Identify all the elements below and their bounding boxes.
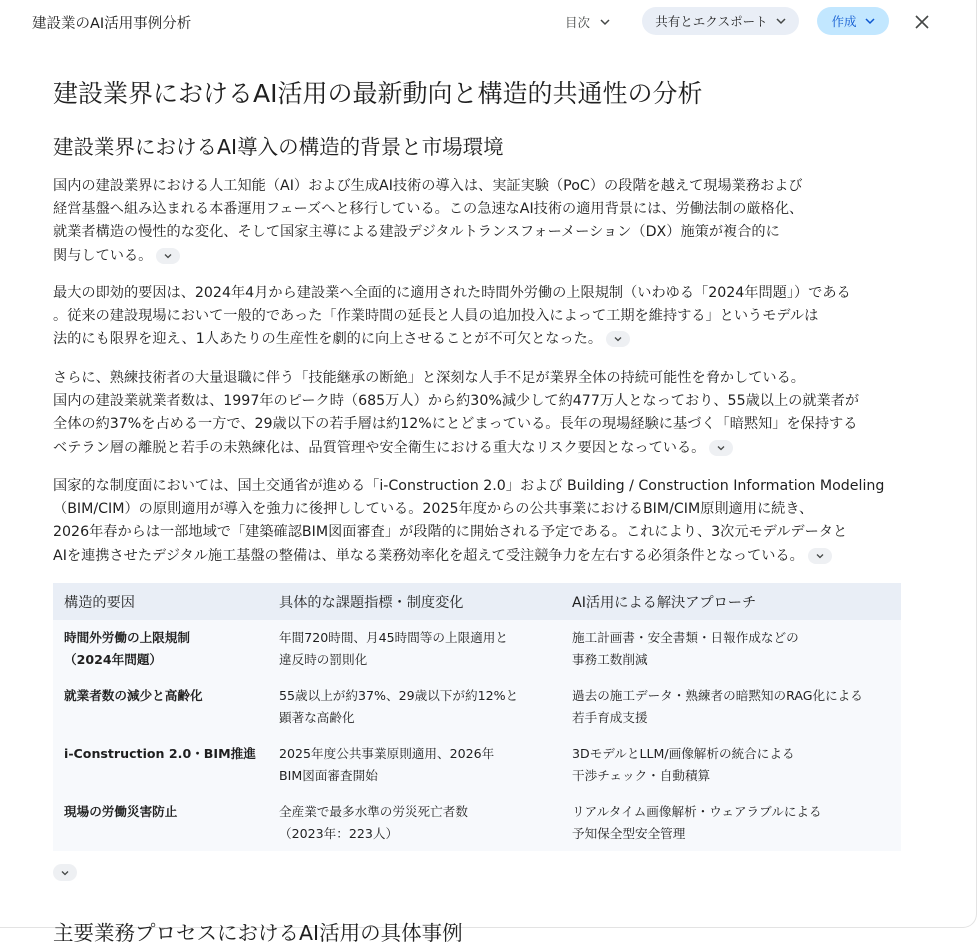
expand-source-button[interactable] — [156, 248, 180, 264]
table-cell: 施工計画書・安全書類・日報作成などの 事務工数削減 — [572, 630, 799, 667]
table-row — [53, 794, 901, 852]
create-button[interactable] — [817, 7, 889, 35]
table-cell: 55歳以上が約37%、29歳以下が約12%と 顕著な高齢化 — [279, 688, 519, 725]
paragraph-line: 経営基盤へ組み込まれる本番運用フェーズへと移行している。この急速なAI技術の適用背景には、労働法制の厳格化、 — [53, 201, 804, 218]
table-header-cell: 具体的な課題指標・制度変化 — [279, 594, 464, 611]
paragraph-line: 最大の即効的要因は、2024年4月から建設業へ全面的に適用された時間外労働の上限規制（いわゆる「2024年問題」）である — [53, 285, 851, 301]
table-cell: 過去の施工データ・熟練者の暗黙知のRAG化による 若手育成支援 — [572, 688, 863, 725]
table-cell: 2025年度公共事業原則適用、2026年 BIM図面審査開始 — [279, 746, 495, 783]
paragraph — [53, 367, 913, 460]
paragraph-line: 2026年春からは一部地域で「建築確認BIM図面審査」が段階的に開始される予定である。これにより、3次元モデルデータと — [53, 524, 848, 541]
chevron-down-icon — [613, 336, 623, 342]
chevron-down-icon — [163, 253, 173, 259]
paragraph-line: 。従来の建設現場において一般的であった「作業時間の延長と人員の追加投入によって工期を維持する」というモデルは — [53, 308, 819, 325]
toc-label: 目次 — [565, 15, 591, 30]
page-title: 建設業界におけるAI活用の最新動向と構造的共通性の分析 — [53, 79, 703, 108]
table-cell: 現場の労働災害防止 — [64, 804, 178, 819]
document-title: 建設業のAI活用事例分析 — [32, 16, 192, 32]
share-export-button[interactable] — [642, 7, 799, 35]
table-cell: 就業者数の減少と高齢化 — [64, 688, 203, 703]
table-row — [53, 620, 901, 678]
toc-button[interactable] — [565, 12, 610, 32]
table-row — [53, 678, 901, 736]
paragraph-line: 就業者構造の慢性的な変化、そして国家主導による建設デジタルトランスフォーメーション（DX）施策が複合的に — [53, 224, 780, 241]
paragraph — [53, 282, 913, 352]
table-cell: 全産業で最多水準の労災死亡者数 （2023年：223人） — [279, 804, 468, 841]
table-cell: 年間720時間、月45時間等の上限適用と 違反時の罰則化 — [279, 630, 508, 667]
expand-source-button[interactable] — [808, 548, 832, 564]
table-cell: 3DモデルとLLM/画像解析の統合による 干渉チェック・自動積算 — [572, 746, 795, 783]
chevron-down-icon — [60, 870, 70, 876]
table-cell: i-Construction 2.0・BIM推進 — [64, 746, 256, 761]
top-bar — [0, 0, 976, 44]
paragraph-line: 法的にも限界を迎え、1人あたりの生産性を劇的に向上させることが不可欠となった。 — [53, 331, 603, 348]
chevron-down-icon — [716, 445, 726, 451]
paragraph-line: ベテラン層の離脱と若手の未熟練化は、品質管理や安全衛生における重大なリスク要因となっている。 — [53, 439, 706, 456]
paragraph-line: 全体の約37%を占める一方で、29歳以下の若手層は約12%にとどまっている。長年の現場経験に基づく「暗黙知」を保持する — [53, 416, 858, 433]
next-section-heading: 主要業務プロセスにおけるAI活用の具体事例 — [53, 921, 463, 945]
expand-table-source-button[interactable] — [53, 864, 77, 881]
table-header-cell: AI活用による解決アプローチ — [572, 594, 757, 611]
table-header-row — [53, 583, 901, 620]
table-row — [53, 736, 901, 794]
chevron-down-icon — [600, 19, 610, 25]
paragraph-line: 関与している。 — [53, 247, 153, 264]
table-cell: リアルタイム画像解析・ウェアラブルによる 予知保全型安全管理 — [572, 804, 822, 841]
table-header-cell: 構造的要因 — [64, 594, 135, 611]
paragraph-line: 国内の建設業界における人工知能（AI）および生成AI技術の導入は、実証実験（PoC）の段階を越えて現場業務および — [53, 178, 803, 194]
paragraph-line: （BIM/CIM）の原則適用が導入を強力に後押ししている。2025年度からの公共事業におけるBIM/CIM原則適用に続き、 — [53, 501, 814, 518]
close-button[interactable] — [910, 10, 934, 34]
paragraph-line: 国家的な制度面においては、国土交通省が進める「i-Construction 2.0」および Building / Construction Information Modeling — [53, 478, 885, 494]
expand-source-button[interactable] — [606, 331, 630, 347]
expand-source-button[interactable] — [709, 440, 733, 456]
chevron-down-icon — [815, 553, 825, 559]
table-cell: 時間外労働の上限規制 （2024年問題） — [64, 630, 190, 667]
share-export-label: 共有とエクスポート — [655, 14, 768, 29]
paragraph-line: AIを連携させたデジタル施工基盤の整備は、単なる業務効率化を超えて受注競争力を左右する必須条件となっている。 — [53, 547, 804, 564]
paragraph-line: 国内の建設業就業者数は、1997年のピーク時（685万人）から約30%減少して約477万人となっており、55歳以上の就業者が — [53, 393, 860, 410]
chevron-down-icon — [865, 18, 875, 24]
chevron-down-icon — [776, 18, 786, 24]
section-heading: 建設業界におけるAI導入の構造的背景と市場環境 — [53, 135, 504, 159]
paragraph-line: さらに、熟練技術者の大量退職に伴う「技能継承の断絶」と深刻な人手不足が業界全体の持続可能性を脅かしている。 — [53, 370, 805, 386]
close-icon — [915, 15, 929, 29]
paragraph — [53, 475, 913, 568]
factors-table — [53, 583, 901, 851]
paragraph — [53, 175, 913, 268]
create-label: 作成 — [831, 14, 857, 29]
